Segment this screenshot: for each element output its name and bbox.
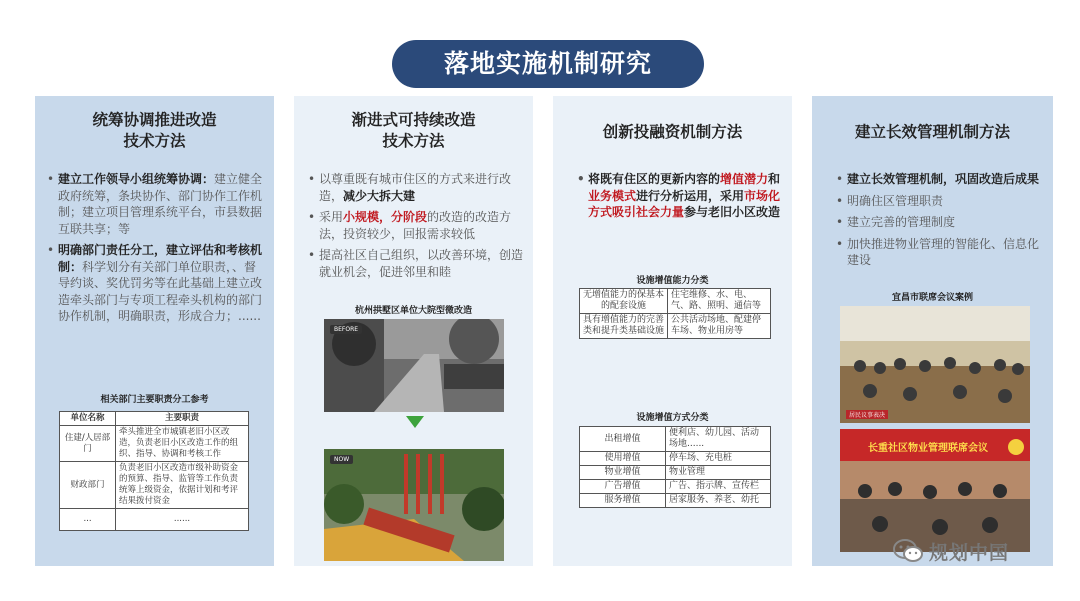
now-label: NOW — [330, 455, 353, 464]
list-item: • 以尊重既有城市住区的方式来进行改造，减少大拆大建 — [308, 171, 524, 204]
responsibility-table — [59, 411, 249, 531]
list-item: • 建立长效管理机制，巩固改造后成果 — [836, 171, 1046, 188]
table-caption: 设施增值能力分类 — [636, 276, 709, 286]
table-row: 物业增值 物业管理 — [580, 466, 771, 480]
list-item: • 加快推进物业管理的智能化、信息化建设 — [836, 236, 1046, 269]
wechat-icon — [893, 538, 923, 564]
table-row: 广告增值 广告、指示牌、宣传栏 — [580, 480, 771, 494]
arrow-down-icon — [406, 416, 424, 428]
conference-photo — [840, 429, 1030, 552]
brand-name: 规划中国 — [929, 541, 1010, 564]
table-row: 单位名称 主要职责 — [60, 412, 249, 426]
column-title: 建立长效管理机制方法 — [854, 123, 1010, 141]
list-item: • 明确部门责任分工，建立评估和考核机制：科学划分有关部门单位职责，、督导约谈、奖优罚劣等在此基础上建立改造牵头部门与专项工程牵头机构的部门协作机制，明确职责，形成合力；...... — [47, 242, 265, 325]
column-title: 渐进式可持续改造 技术方法 — [351, 111, 476, 150]
column-coordination — [35, 96, 274, 566]
method-table — [579, 426, 771, 508]
column-title: 创新投融资机制方法 — [602, 123, 743, 141]
bullet-list — [47, 171, 265, 330]
table-row: 出租增值 便利店、幼儿园、活动场地...... — [580, 427, 771, 452]
bullet-list — [308, 171, 524, 285]
photo-label: 居民议事表决 — [846, 410, 888, 419]
table-row: 使用增值 停车场、充电桩 — [580, 452, 771, 466]
bullet-list — [577, 171, 787, 226]
banner-text: 长重社区物业管理联席会议 — [868, 443, 988, 454]
table-row: 具有增值能力的完善类和提升类基础设施 公共活动场地、配建停车场、物业用房等 — [580, 314, 771, 339]
column-incremental — [294, 96, 533, 566]
list-item: • 建立完善的管理制度 — [836, 214, 1046, 231]
column-management — [812, 96, 1053, 566]
photo-caption: 宜昌市联席会议案例 — [891, 293, 973, 303]
list-item: • 建立工作领导小组统筹协调：建立健全政府统筹，条块协作、部门协作工作机制；建立项目管理系统平台，市县数据互联共享；等 — [47, 171, 265, 237]
list-item: • 提高社区自己组织，以改善环境，创造就业机会，促进邻里和睦 — [308, 247, 524, 280]
bullet-list — [836, 171, 1046, 274]
table-caption: 设施增值方式分类 — [636, 413, 709, 423]
column-title: 统筹协调推进改造 技术方法 — [92, 111, 217, 150]
meeting-photo — [840, 306, 1030, 423]
list-item: • 将既有住区的更新内容的增值潜力和业务模式进行分析运用，采用市场化方式吸引社会力量参与老旧小区改造 — [577, 171, 787, 221]
table-row: 无增值能力的保基本的配套设施 住宅维修、水、电、气、路、照明、通信等 — [580, 289, 771, 314]
table-row: 财政部门 负责老旧小区改造市级补助资金的预算、指导、监管等工作负责统筹上级资金，依据计划和考评结果拨付资金 — [60, 462, 249, 509]
brand-logo — [893, 536, 1009, 566]
now-photo — [324, 449, 504, 561]
list-item: • 明确住区管理职责 — [836, 193, 1046, 210]
before-label: BEFORE — [330, 325, 362, 334]
table-row: ... ...... — [60, 509, 249, 531]
table-row: 住建/人居部门 牵头推进全市城镇老旧小区改造，负责老旧小区改造工作的组织、指导、协调和考核工作 — [60, 426, 249, 462]
before-photo — [324, 319, 504, 412]
photo-caption: 杭州拱墅区单位大院型微改造 — [354, 306, 472, 316]
table-caption: 相关部门主要职责分工参考 — [100, 395, 209, 405]
capacity-table — [579, 288, 771, 339]
column-financing — [553, 96, 792, 566]
table-row: 服务增值 居家服务、养老、幼托 — [580, 494, 771, 508]
page-title: 落地实施机制研究 — [392, 40, 704, 88]
list-item: • 采用小规模，分阶段的改造的改造方法，投资较少，回报需求较低 — [308, 209, 524, 242]
